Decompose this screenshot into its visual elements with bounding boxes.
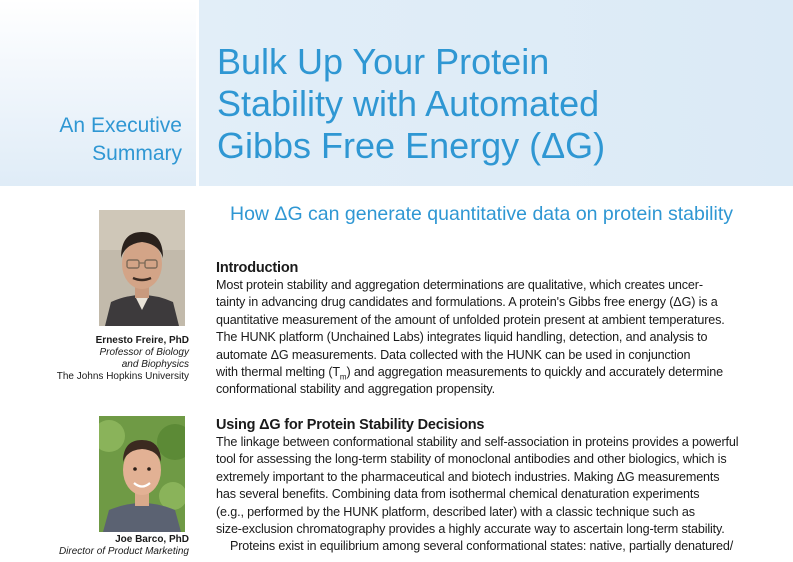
body-line: tool for assessing the long-term stability of monoclonal antibodies and other biologics, which is: [216, 452, 727, 467]
section-heading-protein-stability-decisions: Using ΔG for Protein Stability Decisions: [216, 417, 485, 433]
body-line-with-subscript: [216, 364, 782, 381]
section-body-protein-stability-decisions: [216, 434, 782, 556]
person-affiliation: The Johns Hopkins University: [56, 371, 189, 382]
exec-line-2: Summary: [92, 142, 182, 165]
body-line: has several benefits. Combining data from isothermal chemical denaturation experiments: [216, 487, 700, 502]
person-name: Ernesto Freire, PhD: [95, 335, 189, 346]
title-line-3: Gibbs Free Energy (ΔG): [217, 125, 606, 166]
body-line: The HUNK platform (Unchained Labs) integrates liquid handling, detection, and analysis to: [216, 330, 708, 345]
body-line: quantitative measurement of the amount of unfolded protein present at ambient temperatures.: [216, 312, 725, 327]
portrait-image: [99, 210, 185, 326]
person-role-line-2: and Biophysics: [121, 359, 189, 370]
title-line-2: Stability with Automated: [217, 83, 600, 124]
portrait-image: [99, 416, 185, 532]
page-title: [217, 41, 777, 167]
subscript-m: m: [339, 372, 347, 382]
body-line: Proteins exist in equilibrium among several conformational states: native, partially denatured/: [230, 539, 734, 554]
executive-summary-label: [20, 112, 182, 168]
body-line: extremely important to the pharmaceutical and biotech industries. Making ΔG measurements: [216, 469, 720, 484]
title-line-1: Bulk Up Your Protein: [217, 41, 550, 82]
body-line: automate ΔG measurements. Data collected with the HUNK can be used in conjunction: [216, 347, 691, 362]
caption-joe-barco: [9, 534, 189, 558]
portrait-photo-ernesto-freire: [99, 210, 185, 326]
section-body-introduction: [216, 277, 782, 399]
body-line: conformational stability and aggregation propensity.: [216, 382, 495, 397]
header-divider: [196, 0, 199, 186]
body-text-fragment: with thermal melting (T: [216, 365, 340, 380]
body-line: Most protein stability and aggregation determinations are qualitative, which creates uncer-: [216, 278, 703, 292]
page-subtitle: How ΔG can generate quantitative data on protein stability: [230, 203, 733, 225]
exec-line-1: An Executive: [59, 114, 182, 137]
person-role-line-1: Professor of Biology: [99, 347, 189, 358]
body-line: tainty in advancing drug candidates and formulations. A protein's Gibbs free energy (ΔG) is a: [216, 295, 718, 310]
person-name: Joe Barco, PhD: [115, 534, 189, 545]
body-text-fragment: ) and aggregation measurements to quickly and accurately determine: [346, 365, 723, 380]
portrait-photo-joe-barco: [99, 416, 185, 532]
person-role-line-1: Director of Product Marketing: [58, 546, 189, 557]
body-line: The linkage between conformational stability and self-association in proteins provides a powerful: [216, 435, 739, 449]
body-line: (e.g., performed by the HUNK platform, described later) with a classic technique such as: [216, 504, 695, 519]
body-line: size-exclusion chromatography provides a highly accurate way to ascertain long-term stability.: [216, 522, 725, 537]
section-heading-introduction: Introduction: [216, 260, 299, 276]
caption-ernesto-freire: [9, 335, 189, 383]
